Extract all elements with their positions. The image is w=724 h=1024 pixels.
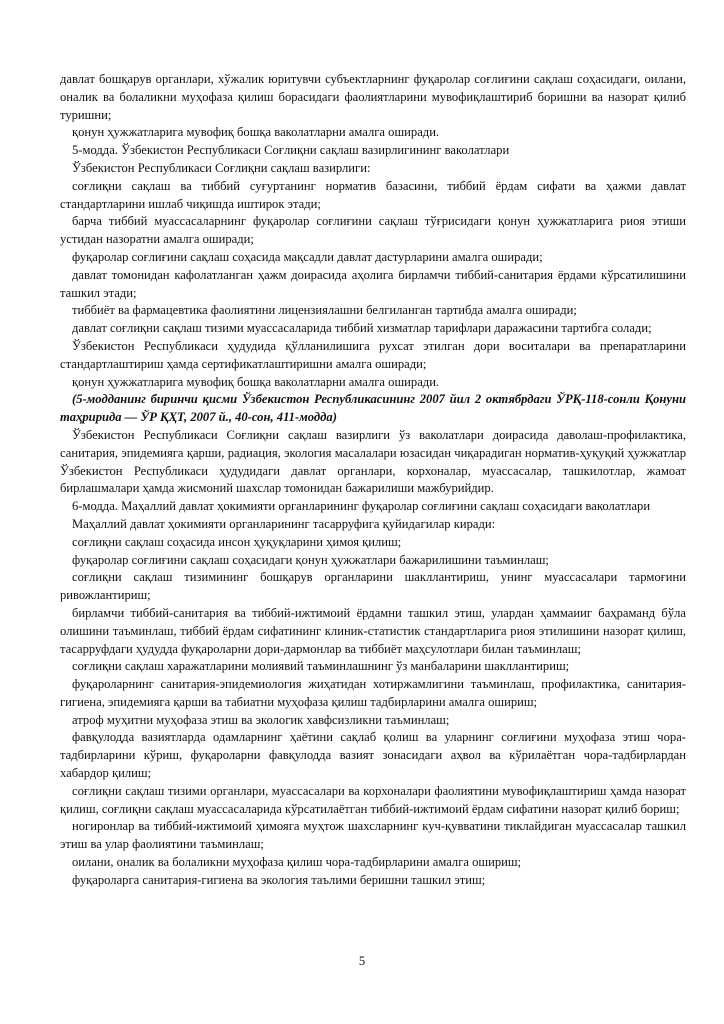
paragraph: фуқаролар соғлиғини сақлаш соҳасида мақсадли давлат дастурларини амалга оширади;	[72, 249, 543, 264]
paragraph: барча тиббий муассасаларнинг фуқаролар соғлиғини сақлаш тўғрисидаги қонун ҳужжатларига риоя этиши устидан назоратни амалга оширади;	[60, 214, 686, 247]
paragraph: соғлиқни сақлаш соҳасида инсон ҳуқуқларини ҳимоя қилиш;	[72, 534, 402, 549]
paragraph: Ўзбекистон Республикаси ҳудудида қўлланилишига рухсат этилган дори воситалари ва препаратларини стандартлаштириш ҳамда сертификатлаштиришни амалга оширади;	[60, 338, 686, 371]
paragraph: соғлиқни сақлаш тизими органлари, муассасалари ва корхоналари фаолиятини мувофиқлаштириш ҳамда назорат қилиш, соғлиқни сақлаш муассасаларида кўрсатилаётган тиббий-ижтимоий ёрдам сифатини назорат қилиб бориш;	[60, 783, 686, 816]
paragraph: бирламчи тиббий-санитария ва тиббий-ижтимоий ёрдамни ташкил этиш, улардан ҳаммаииг баҳраманд бўла олишини таъминлаш, тиббий ёрдам сифатининг клиник-статистик стандартларига риоя этилишини назорат қилиш, тасарруфдаги ҳудудда фуқароларни дори-дармонлар ва тиббиёт маҳсулотлари билан таъминлаш;	[60, 605, 686, 656]
paragraph: ногиронлар ва тиббий-ижтимоий ҳимояга муҳтож шахсларнинг куч-қувватини тиклайдиган муассасалар ташкил этиш ва улар фаолиятини таъминлаш;	[60, 819, 686, 852]
paragraph: 6-модда. Маҳаллий давлат ҳокимияти органларининг фуқаролар соғлиғини сақлаш соҳасидаги ваколатлари	[72, 499, 651, 514]
paragraph: қонун ҳужжатларига мувофиқ бошқа ваколатларни амалга оширади.	[72, 374, 440, 389]
paragraph: оилани, оналик ва болаликни муҳофаза қилиш чора-тадбирларини амалга ошириш;	[72, 855, 522, 870]
paragraph: 5-модда. Ўзбекистон Республикаси Соғлиқни сақлаш вазирлигининг ваколатлари	[72, 143, 510, 158]
paragraph: фуқароларга санитария-гигиена ва экология таълими беришни ташкил этиш;	[72, 872, 486, 887]
amendment-note: (5-модданинг биринчи қисми Ўзбекистон Республикасининг 2007 йил 2 октябрдаги ЎРҚ-118-сонли Қонуни таҳририда — ЎР ҚҲТ, 2007 й., 40-сон, 411-модда)	[60, 392, 686, 425]
paragraph: фуқаролар соғлиғини сақлаш соҳасидаги қонун ҳужжатлари бажарилишини таъминлаш;	[72, 552, 549, 567]
paragraph: фуқароларнинг санитария-эпидемиология жиҳатидан хотиржамлигини таъминлаш, профилактика, санитария-гигиена, эпидемияга қарши ва табиатни муҳофаза қилиш тадбирларини амалга ошириш;	[60, 677, 686, 709]
page-number: 5	[358, 954, 366, 968]
paragraph: атроф муҳитни муҳофаза этиш ва экологик хавфсизликни таъминлаш;	[72, 712, 450, 727]
paragraph: давлат томонидан кафолатланган ҳажм доирасида аҳолига бирламчи тиббий-санитария ёрдами кўрсатилишини ташкил этади;	[60, 267, 686, 300]
paragraph: қонун ҳужжатларига мувофиқ бошқа ваколатларни амалга оширади.	[72, 125, 440, 140]
paragraph: соғлиқни сақлаш харажатларини молиявий таъминлашнинг ўз манбаларини шакллантириш;	[72, 659, 570, 674]
paragraph: Маҳаллий давлат ҳокимияти органларининг тасарруфига қуйидагилар киради:	[72, 516, 496, 531]
paragraph: соғлиқни сақлаш ва тиббий суғуртанинг норматив базасини, тиббий ёрдам сифати ва ҳажми давлат стандартларини ишлаб чиқишда иштирок этади;	[60, 178, 686, 211]
paragraph: давлат бошқарув органлари, хўжалик юритувчи субъектларнинг фуқаролар соғлиғини сақлаш соҳасидаги, оилани, оналик ва болаликни муҳофаза қилиш борасидаги фаолиятларини мувофиқлаштириб боришни ва назорат қилиб туришни;	[60, 72, 686, 122]
paragraph: тиббиёт ва фармацевтика фаолиятини лицензиялашни белгиланган тартибда амалга оширади;	[72, 303, 577, 318]
paragraph: Ўзбекистон Республикаси Соғлиқни сақлаш вазирлиги:	[72, 160, 371, 175]
paragraph: соғлиқни сақлаш тизимининг бошқарув органларини шакллантириш, унинг муассасалари тармоғини ривожлантириш;	[60, 570, 686, 603]
paragraph: Ўзбекистон Республикаси Соғлиқни сақлаш вазирлиги ўз ваколатлари доирасида даволаш-профилактика, санитария, эпидемияга қарши, радиация, экология масалалари юзасидан чиқарадиган норматив-ҳуқуқий ҳужжатлар Ўзбекистон Республикаси ҳудудидаги давлат органлари, корхоналар, муассасалар, ташкилотлар, жамоат бирлашмалари ҳамда жисмоний шахслар томонидан бажарилиши мажбурийдир.	[60, 427, 686, 496]
paragraph: давлат соғлиқни сақлаш тизими муассасаларида тиббий хизматлар тарифлари даражасини тартибга солади;	[72, 321, 652, 336]
document-body	[60, 71, 686, 890]
paragraph: фавқулодда вазиятларда одамларнинг ҳаётини сақлаб қолиш ва уларнинг соғлиғини муҳофаза этиш чора-тадбирларини кўриш, фуқароларни фавқулодда вазият зонасидаги аҳвол ва кўрилаётган чора-тадбирлардан хабардор қилиш;	[60, 730, 686, 781]
